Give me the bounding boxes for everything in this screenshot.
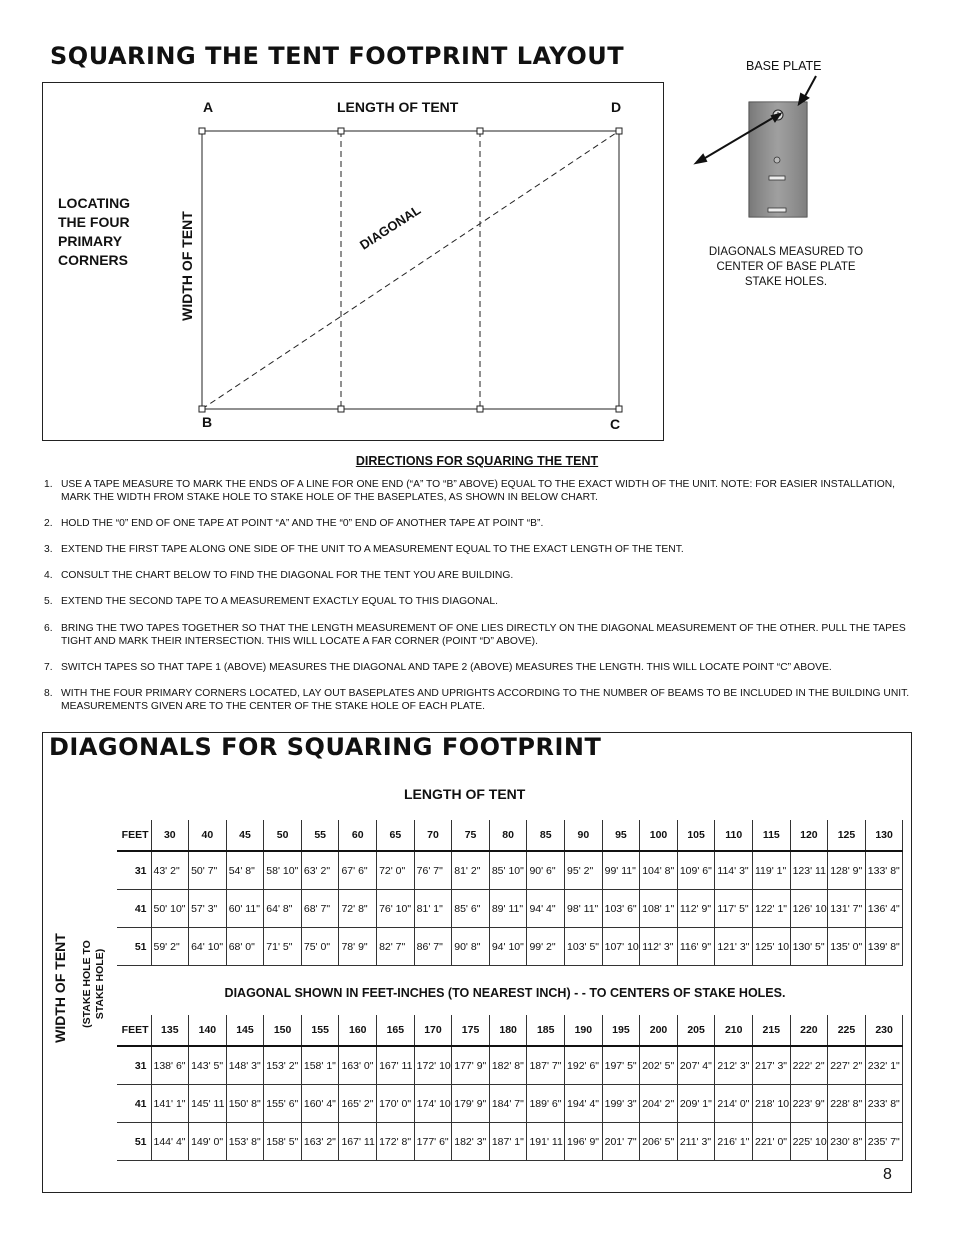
diagonal-cell: 174' 10 — [414, 1085, 452, 1123]
length-header-cell: 215 — [753, 1015, 791, 1046]
diagonal-cell: 222' 2" — [790, 1046, 828, 1085]
diagonals-title: DIAGONALS FOR SQUARING FOOTPRINT — [49, 733, 602, 761]
diagonal-table-2 — [117, 1015, 903, 1161]
diagonal-cell: 170' 0" — [377, 1085, 415, 1123]
diagonal-cell: 199' 3" — [602, 1085, 640, 1123]
length-header-cell: 45 — [226, 820, 264, 851]
diagonal-cell: 143' 5" — [189, 1046, 227, 1085]
diagonal-cell: 235' 7" — [865, 1123, 903, 1161]
length-header-cell: 50 — [264, 820, 302, 851]
diagonal-cell: 138' 6" — [151, 1046, 189, 1085]
length-header-cell: 135 — [151, 1015, 189, 1046]
diagonal-cell: 99' 11" — [602, 851, 640, 890]
diagonal-cell: 223' 9" — [790, 1085, 828, 1123]
base-plate-marker — [477, 406, 483, 412]
diagonal-cell: 72' 0" — [377, 851, 415, 890]
base-plate-illustration — [749, 102, 807, 217]
length-of-tent-label: LENGTH OF TENT — [337, 99, 459, 115]
diagonal-cell: 197' 5" — [602, 1046, 640, 1085]
diagonal-cell: 67' 6" — [339, 851, 377, 890]
diagonal-cell: 78' 9" — [339, 928, 377, 966]
length-header-cell: 165 — [377, 1015, 415, 1046]
table-width-sub-label: (STAKE HOLE TO STAKE HOLE) — [81, 940, 106, 1028]
diagonal-cell: 116' 9" — [677, 928, 715, 966]
length-header-cell: 225 — [828, 1015, 866, 1046]
width-cell: 51 — [117, 1123, 151, 1161]
diagonal-cell: 95' 2" — [565, 851, 603, 890]
base-plate-marker — [477, 128, 483, 134]
length-header-cell: 90 — [565, 820, 603, 851]
length-header-cell: 150 — [264, 1015, 302, 1046]
base-plate-marker — [338, 128, 344, 134]
diagonal-cell: 50' 7" — [189, 851, 227, 890]
diagonal-cell: 225' 10 — [790, 1123, 828, 1161]
diagonal-cell: 112' 3" — [640, 928, 678, 966]
base-plate-marker — [199, 128, 205, 134]
table-header-row — [117, 1015, 903, 1046]
length-header-cell: 110 — [715, 820, 753, 851]
length-header-cell: 155 — [301, 1015, 339, 1046]
diagonal-cell: 108' 1" — [640, 890, 678, 928]
diagonal-cell: 71' 5" — [264, 928, 302, 966]
diagonal-cell: 114' 3" — [715, 851, 753, 890]
length-header-cell: 40 — [189, 820, 227, 851]
table-row — [117, 1085, 903, 1123]
diagonal-cell: 182' 3" — [452, 1123, 490, 1161]
diagonal-cell: 160' 4" — [301, 1085, 339, 1123]
diagonal-cell: 191' 11 — [527, 1123, 565, 1161]
length-header-cell: 70 — [414, 820, 452, 851]
diagonal-cell: 59' 2" — [151, 928, 189, 966]
table-row — [117, 1123, 903, 1161]
diagonal-cell: 209' 1" — [677, 1085, 715, 1123]
diagonal-cell: 172' 8" — [377, 1123, 415, 1161]
diagonal-cell: 82' 7" — [377, 928, 415, 966]
diagonal-cell: 119' 1" — [753, 851, 791, 890]
diagonal-cell: 163' 0" — [339, 1046, 377, 1085]
width-of-tent-label: WIDTH OF TENT — [179, 211, 195, 321]
length-header-cell: 120 — [790, 820, 828, 851]
diagonal-cell: 136' 4" — [865, 890, 903, 928]
diagonal-cell: 216' 1" — [715, 1123, 753, 1161]
diagonal-cell: 158' 1" — [301, 1046, 339, 1085]
diagonal-cell: 130' 5" — [790, 928, 828, 966]
footprint-layout-title: SQUARING THE TENT FOOTPRINT LAYOUT — [50, 42, 625, 70]
diagonal-cell: 163' 2" — [301, 1123, 339, 1161]
diagonal-cell: 81' 1" — [414, 890, 452, 928]
diagonal-cell: 172' 10 — [414, 1046, 452, 1085]
width-cell: 41 — [117, 1085, 151, 1123]
length-header-cell: 160 — [339, 1015, 377, 1046]
length-header-cell: 180 — [489, 1015, 527, 1046]
diagonal-cell: 86' 7" — [414, 928, 452, 966]
length-header-cell: 75 — [452, 820, 490, 851]
length-header-cell: 230 — [865, 1015, 903, 1046]
diagonal-cell: 85' 10" — [489, 851, 527, 890]
diagonal-cell: 141' 1" — [151, 1085, 189, 1123]
diagonal-cell: 104' 8" — [640, 851, 678, 890]
length-header-cell: 185 — [527, 1015, 565, 1046]
diagonal-cell: 72' 8" — [339, 890, 377, 928]
diagonal-cell: 58' 10" — [264, 851, 302, 890]
length-header-cell: 85 — [527, 820, 565, 851]
diagonal-cell: 94' 10" — [489, 928, 527, 966]
diagonal-cell: 165' 2" — [339, 1085, 377, 1123]
diagonal-cell: 145' 11 — [189, 1085, 227, 1123]
diagonal-cell: 201' 7" — [602, 1123, 640, 1161]
base-plate-marker — [616, 406, 622, 412]
diagonal-cell: 227' 2" — [828, 1046, 866, 1085]
diagonal-cell: 60' 11" — [226, 890, 264, 928]
width-cell: 51 — [117, 928, 151, 966]
diagonal-cell: 221' 0" — [753, 1123, 791, 1161]
length-header-cell: 95 — [602, 820, 640, 851]
table-row — [117, 890, 903, 928]
base-plate-marker — [616, 128, 622, 134]
length-header-cell: 200 — [640, 1015, 678, 1046]
length-header-cell: 170 — [414, 1015, 452, 1046]
diagonal-cell: 148' 3" — [226, 1046, 264, 1085]
diagonal-cell: 76' 10" — [377, 890, 415, 928]
diagonal-cell: 207' 4" — [677, 1046, 715, 1085]
diagonal-cell: 76' 7" — [414, 851, 452, 890]
diagonal-cell: 217' 3" — [753, 1046, 791, 1085]
corner-c-label: C — [610, 416, 621, 432]
diagonal-cell: 109' 6" — [677, 851, 715, 890]
length-header-cell: 60 — [339, 820, 377, 851]
length-header-cell: 145 — [226, 1015, 264, 1046]
table-header-row — [117, 820, 903, 851]
diagonal-cell: 68' 0" — [226, 928, 264, 966]
diagonal-cell: 90' 6" — [527, 851, 565, 890]
diagonal-line — [202, 131, 619, 409]
diagonal-cell: 187' 7" — [527, 1046, 565, 1085]
diagonal-cell: 103' 5" — [565, 928, 603, 966]
corner-b-label: B — [202, 414, 213, 430]
length-header-cell: 175 — [452, 1015, 490, 1046]
diagonal-cell: 204' 2" — [640, 1085, 678, 1123]
diagonal-cell: 150' 8" — [226, 1085, 264, 1123]
diagonal-cell: 177' 9" — [452, 1046, 490, 1085]
length-header-cell: 190 — [565, 1015, 603, 1046]
diagonal-cell: 123' 11 — [790, 851, 828, 890]
diagonal-cell: 184' 7" — [489, 1085, 527, 1123]
length-header-cell: 220 — [790, 1015, 828, 1046]
diagonal-cell: 187' 1" — [489, 1123, 527, 1161]
diagonal-cell: 54' 8" — [226, 851, 264, 890]
locating-corners-label: LOCATING THE FOUR PRIMARY CORNERS — [58, 195, 131, 268]
length-header-cell: 115 — [753, 820, 791, 851]
diagonal-note: DIAGONAL SHOWN IN FEET-INCHES (TO NEAREST INCH) - - TO CENTERS OF STAKE HOLES. — [224, 986, 786, 1000]
diagonal-cell: 94' 4" — [527, 890, 565, 928]
base-plate-label: BASE PLATE — [746, 59, 822, 73]
diagonal-cell: 228' 8" — [828, 1085, 866, 1123]
diagonal-cell: 149' 0" — [189, 1123, 227, 1161]
width-cell: 31 — [117, 851, 151, 890]
diagonal-cell: 50' 10" — [151, 890, 189, 928]
diagonal-cell: 99' 2" — [527, 928, 565, 966]
diagonal-cell: 182' 8" — [489, 1046, 527, 1085]
diagonal-cell: 89' 11" — [489, 890, 527, 928]
diagonal-cell: 177' 6" — [414, 1123, 452, 1161]
diagonal-cell: 135' 0" — [828, 928, 866, 966]
diagonal-cell: 121' 3" — [715, 928, 753, 966]
diagonal-cell: 153' 8" — [226, 1123, 264, 1161]
diagonal-cell: 230' 8" — [828, 1123, 866, 1161]
length-header-cell: 65 — [377, 820, 415, 851]
length-header-cell: 140 — [189, 1015, 227, 1046]
diagonal-cell: 211' 3" — [677, 1123, 715, 1161]
corner-d-label: D — [611, 99, 622, 115]
diagonal-cell: 43' 2" — [151, 851, 189, 890]
base-plate-marker — [338, 406, 344, 412]
table-row — [117, 928, 903, 966]
diagonal-cell: 128' 9" — [828, 851, 866, 890]
table-row — [117, 851, 903, 890]
diagonal-cell: 167' 11 — [339, 1123, 377, 1161]
directions-title: DIRECTIONS FOR SQUARING THE TENT — [355, 454, 599, 468]
diagonal-cell: 202' 5" — [640, 1046, 678, 1085]
length-header-cell: 100 — [640, 820, 678, 851]
diagonal-cell: 131' 7" — [828, 890, 866, 928]
diagonal-cell: 139' 8" — [865, 928, 903, 966]
diagonal-cell: 206' 5" — [640, 1123, 678, 1161]
diagonal-cell: 179' 9" — [452, 1085, 490, 1123]
diagonal-cell: 189' 6" — [527, 1085, 565, 1123]
length-header-cell: 80 — [489, 820, 527, 851]
diagonal-cell: 122' 1" — [753, 890, 791, 928]
diagonal-cell: 158' 5" — [264, 1123, 302, 1161]
diagonal-cell: 117' 5" — [715, 890, 753, 928]
diagonal-cell: 167' 11 — [377, 1046, 415, 1085]
length-header-cell: 210 — [715, 1015, 753, 1046]
diagonal-cell: 212' 3" — [715, 1046, 753, 1085]
diagonal-cell: 63' 2" — [301, 851, 339, 890]
diagonal-cell: 64' 8" — [264, 890, 302, 928]
diagonal-cell: 133' 8" — [865, 851, 903, 890]
diagonal-cell: 68' 7" — [301, 890, 339, 928]
base-plate-note: DIAGONALS MEASURED TO CENTER OF BASE PLATE STAKE HOLES. — [708, 246, 864, 288]
length-header-cell: 125 — [828, 820, 866, 851]
diagonal-cell: 75' 0" — [301, 928, 339, 966]
diagonal-cell: 81' 2" — [452, 851, 490, 890]
diagonal-cell: 153' 2" — [264, 1046, 302, 1085]
length-header-cell: 30 — [151, 820, 189, 851]
diagonal-cell: 85' 6" — [452, 890, 490, 928]
diagonal-cell: 103' 6" — [602, 890, 640, 928]
length-header-cell: 205 — [677, 1015, 715, 1046]
length-header-cell: 195 — [602, 1015, 640, 1046]
base-plate-marker — [199, 406, 205, 412]
diagonal-cell: 98' 11" — [565, 890, 603, 928]
diagonal-cell: 192' 6" — [565, 1046, 603, 1085]
table-length-label: LENGTH OF TENT — [404, 786, 526, 802]
diagonal-cell: 218' 10 — [753, 1085, 791, 1123]
diagonal-cell: 144' 4" — [151, 1123, 189, 1161]
corner-a-label: A — [203, 99, 214, 115]
diagonal-cell: 125' 10 — [753, 928, 791, 966]
diagonal-cell: 155' 6" — [264, 1085, 302, 1123]
length-header-cell: 130 — [865, 820, 903, 851]
diagonal-cell: 214' 0" — [715, 1085, 753, 1123]
table-row — [117, 1046, 903, 1085]
diagonal-cell: 233' 8" — [865, 1085, 903, 1123]
diagonal-cell: 196' 9" — [565, 1123, 603, 1161]
feet-header: FEET — [117, 820, 151, 851]
feet-header: FEET — [117, 1015, 151, 1046]
page-number: 8 — [883, 1166, 892, 1183]
diagonal-cell: 126' 10 — [790, 890, 828, 928]
diagonal-label: DIAGONAL — [357, 202, 424, 253]
diagonal-cell: 64' 10" — [189, 928, 227, 966]
width-cell: 41 — [117, 890, 151, 928]
diagonal-cell: 194' 4" — [565, 1085, 603, 1123]
diagonal-table-1 — [117, 820, 903, 966]
length-header-cell: 55 — [301, 820, 339, 851]
width-cell: 31 — [117, 1046, 151, 1085]
diagonal-cell: 90' 8" — [452, 928, 490, 966]
diagonal-cell: 107' 10 — [602, 928, 640, 966]
length-header-cell: 105 — [677, 820, 715, 851]
diagonal-cell: 112' 9" — [677, 890, 715, 928]
diagonal-cell: 232' 1" — [865, 1046, 903, 1085]
diagonal-cell: 57' 3" — [189, 890, 227, 928]
table-width-label: WIDTH OF TENT — [52, 933, 68, 1043]
